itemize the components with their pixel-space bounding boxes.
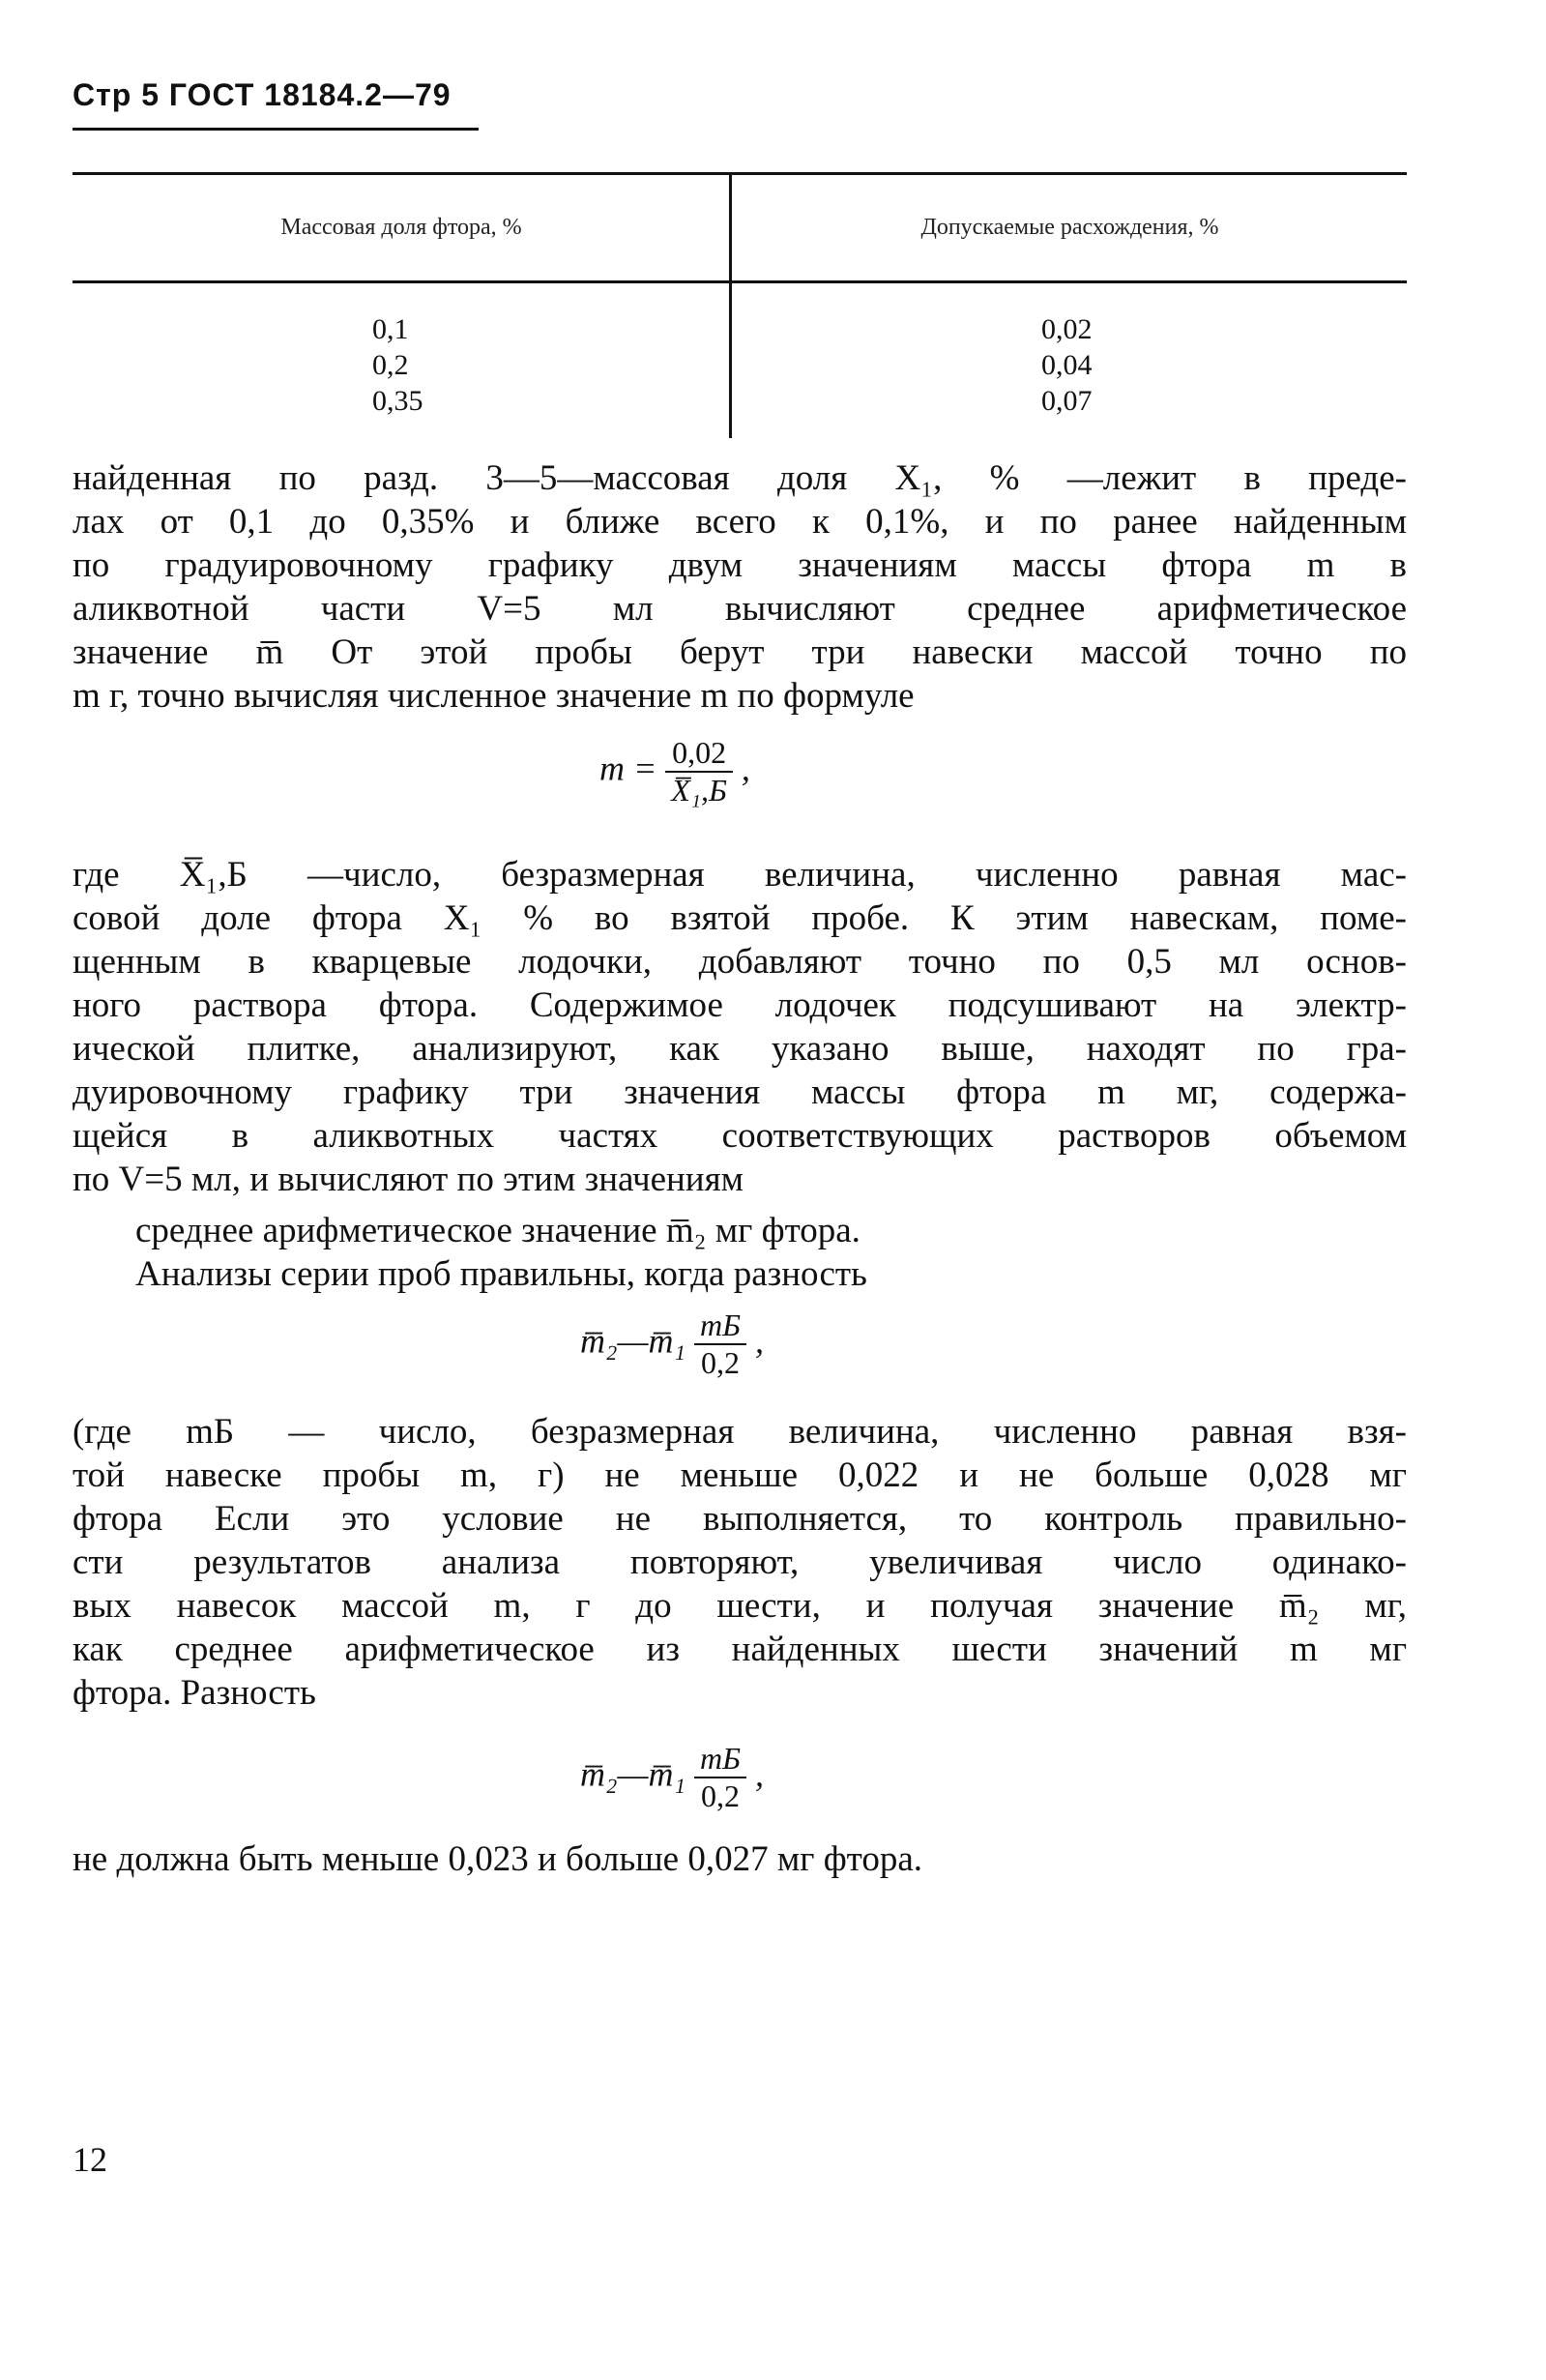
formula-tail: , [755,1754,765,1794]
table-column-mass-fraction [372,311,423,419]
formula-fraction [694,1741,746,1814]
text-line: лах от 0,1 до 0,35% и ближе всего к 0,1%, и по ранее найденным [73,502,1407,542]
text-line: аликвотной части V=5 мл вычисляют среднее арифметическое [73,589,1407,629]
text-line: среднее арифметическое значение m̅₂ мг фтора. [135,1211,861,1250]
table-header-mass-fraction: Массовая доля фтора, % [280,215,522,240]
text-line: не должна быть меньше 0,023 и больше 0,027 мг фтора. [73,1839,923,1879]
formula-lhs: m [599,749,625,788]
table-top-rule [73,172,1407,175]
formula-denominator: 0,2 [701,1778,741,1813]
text-line: той навеске пробы m, г) не меньше 0,022 и не больше 0,028 мг [73,1455,1407,1495]
formula-numerator: 0,02 [672,735,727,770]
text-line: (где mБ — число, безразмерная величина, численно равная взя- [73,1412,1407,1452]
table-column-tolerance [1041,311,1093,419]
text-line: по V=5 мл, и вычисляют по этим значениям [73,1160,744,1199]
formula-difference-2 [580,1741,764,1814]
table-cell: 0,1 [372,313,409,345]
formula-lhs: m̅₂—m̅₁ [580,1754,686,1794]
table-column-divider [729,172,732,438]
text-line: щейся в аликвотных частях соответствующих растворов объемом [73,1116,1407,1156]
formula-tail: , [741,749,750,788]
formula-tail: , [755,1321,765,1361]
header-underline [73,128,479,131]
formula-fraction [694,1308,746,1381]
text-line: щенным в кварцевые лодочки, добавляют точно по 0,5 мл основ- [73,942,1407,982]
text-line: фтора Если это условие не выполняется, то контроль правильно- [73,1499,1407,1539]
paragraph-2-indented [135,1209,1407,1296]
formula-denominator: X̅₁,Б [671,773,727,808]
table-cell: 0,04 [1041,349,1093,381]
text-line: сти результатов анализа повторяют, увеличивая число одинако- [73,1543,1407,1582]
text-line: ного раствора фтора. Содержимое лодочек подсушивают на электр- [73,985,1407,1025]
table-cell: 0,07 [1041,385,1093,417]
formula-difference-1 [580,1308,764,1381]
text-line: m г, точно вычисляя численное значение m по формуле [73,676,915,716]
text-line: вых навесок массой m, г до шести, и получая значение m̅₂ мг, [73,1586,1407,1626]
page-number: 12 [73,2140,107,2179]
table-cell: 0,35 [372,385,423,417]
formula-denominator: 0,2 [701,1345,741,1380]
text-line: ической плитке, анализируют, как указано выше, находят по гра- [73,1029,1407,1069]
text-line: как среднее арифметическое из найденных шести значений m мг [73,1630,1407,1669]
text-line: дуировочному графику три значения массы фтора m мг, содержа- [73,1072,1407,1112]
formula-lhs: m̅₂—m̅₁ [580,1321,686,1361]
table-cell: 0,2 [372,349,409,381]
formula-equals: = [633,749,657,788]
paragraph-1 [73,456,1407,718]
text-line: где X̅₁,Б —число, безразмерная величина, численно равная мас- [73,855,1407,895]
table-header-tolerance: Допускаемые расхождения, % [920,215,1219,240]
text-line: найденная по разд. 3—5—массовая доля X₁, % —лежит в преде- [73,458,1407,498]
paragraph-4 [73,1837,1407,1881]
table-header-rule [73,280,1407,283]
text-line: по градуировочному графику двум значениям массы фтора m в [73,545,1407,585]
table-cell: 0,02 [1041,313,1093,345]
text-line: значение m̅ От этой пробы берут три навески массой точно по [73,632,1407,672]
formula-numerator: mБ [700,1741,742,1776]
formula-sample-mass [599,735,750,808]
formula-fraction [665,735,733,808]
formula-numerator: mБ [700,1308,742,1342]
text-line: фтора. Разность [73,1673,316,1713]
text-line: совой доле фтора X₁ % во взятой пробе. К этим навескам, поме- [73,898,1407,938]
text-line: Анализы серии проб правильны, когда разность [135,1254,867,1294]
paragraph-3 [73,1410,1407,1715]
paragraph-2 [73,853,1407,1201]
page-header: Стр 5 ГОСТ 18184.2—79 [73,77,452,112]
